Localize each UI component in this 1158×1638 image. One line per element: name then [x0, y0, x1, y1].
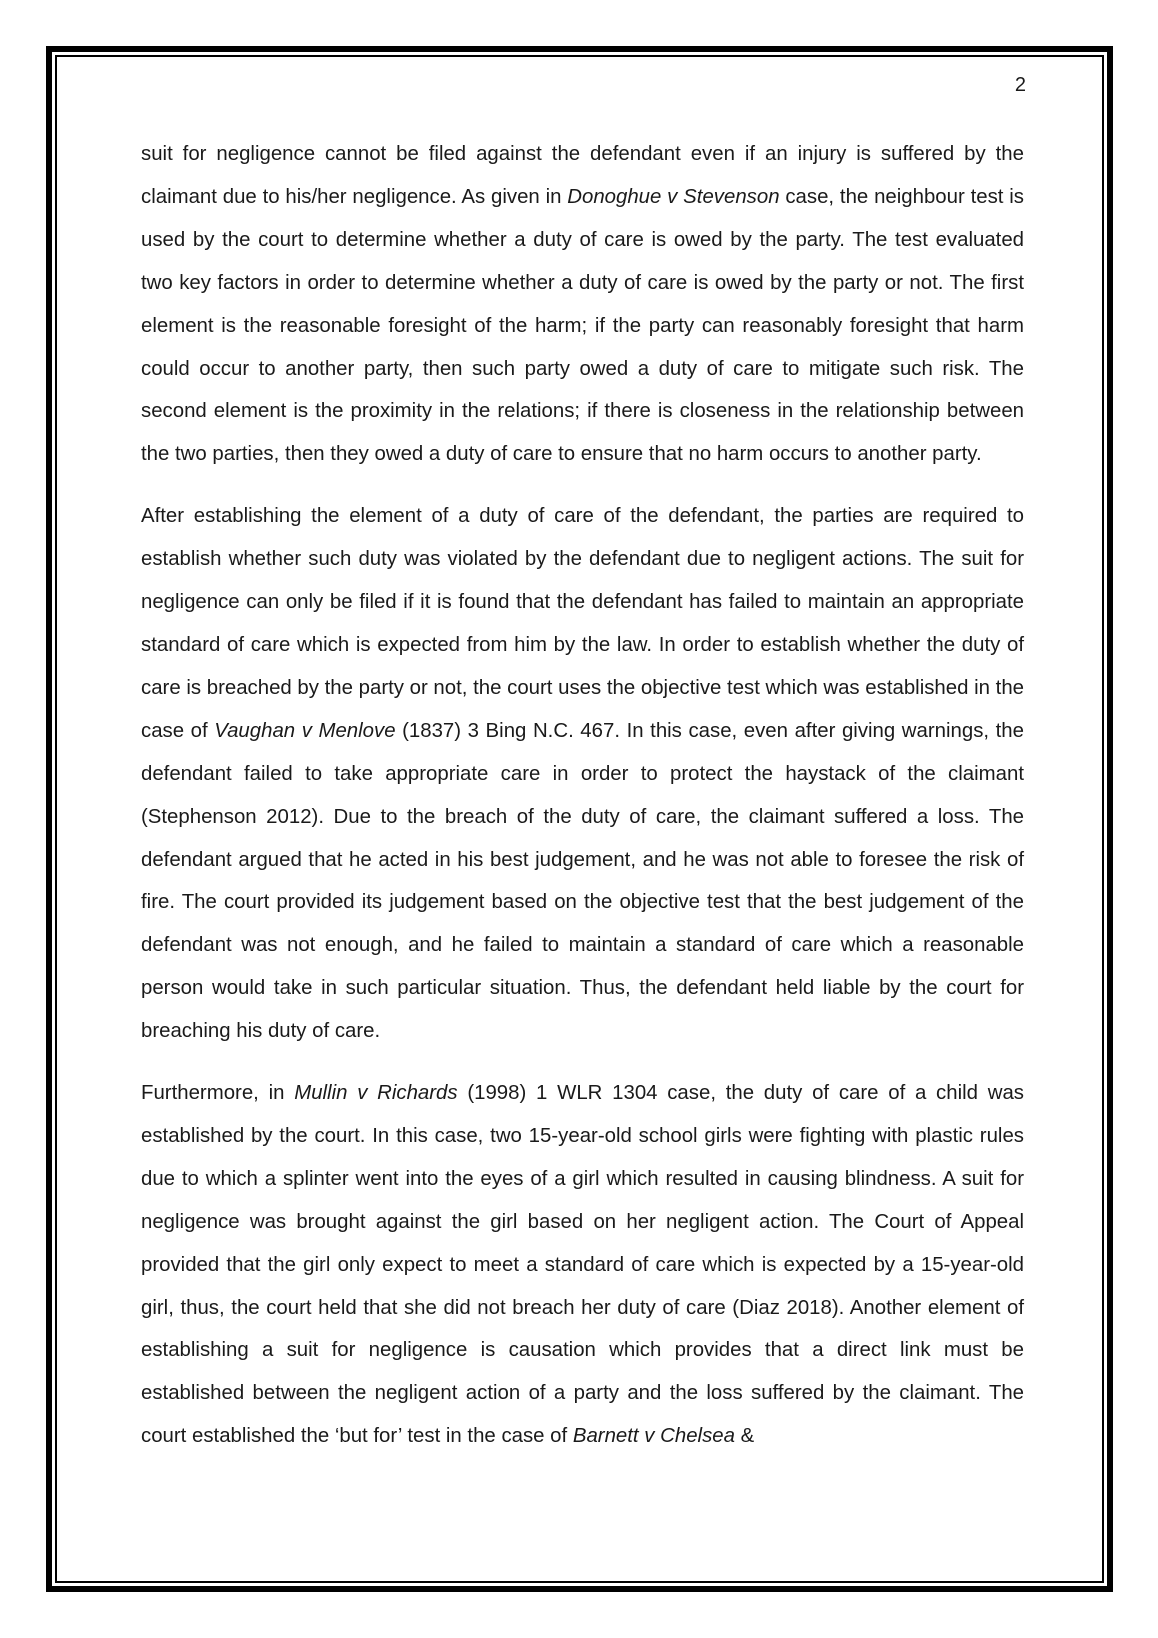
paragraph-text: (1998) 1 WLR 1304 case, the duty of care of a child was established by the court. In this case, two 15-year-old school girls were fighting with plastic rules due to which a splinter went into the eyes of a girl which resulted in causing blindness. A suit for negligence was brought against the girl based on her negligent action. The Court of Appeal provided that the girl only expect to meet a standard of care which is expected by a 15-year-old girl, thus, the court held that she did not breach her duty of care (Diaz 2018). Another element of establishing a suit for negligence is causation which provides that a direct link must be established between the negligent action of a party and the loss suffered by the claimant. The court established the ‘but for’ test in the case of [141, 1082, 1024, 1448]
paragraph-text: (1837) 3 Bing N.C. 467. In this case, even after giving warnings, the defendant failed to take appropriate care in order to protect the haystack of the claimant (Stephenson 2012). Due to the breach of the duty of care, the claimant suffered a loss. The defendant argued that he acted in his best judgement, and he was not able to foresee the risk of fire. The court provided its judgement based on the objective test that the best judgement of the defendant was not enough, and he failed to maintain a standard of care which a reasonable person would take in such particular situation. Thus, the defendant held liable by the court for breaching his duty of care. [141, 719, 1024, 1043]
page-number: 2 [1014, 74, 1026, 96]
paragraph-text: & [734, 1425, 755, 1448]
case-citation-vaughan: Vaughan v Menlove [214, 719, 396, 742]
document-body [141, 133, 1024, 1477]
case-citation-mullin: Mullin v Richards [294, 1082, 458, 1105]
case-citation-barnett: Barnett v Chelsea [572, 1425, 735, 1448]
paragraph-duty-of-care [141, 133, 1024, 476]
paragraph-breach-of-duty [141, 495, 1024, 1053]
paragraph-text: Furthermore, in [141, 1082, 295, 1105]
paragraph-child-duty-causation [141, 1072, 1024, 1458]
paragraph-text: case, the neighbour test is used by the court to determine whether a duty of care is owed by the party. The test evaluated two key factors in order to determine whether a duty of care is owed by the party or not. The first element is the reasonable foresight of the harm; if the party can reasonably foresight that harm could occur to another party, then such party owed a duty of care to mitigate such risk. The second element is the proximity in the relations; if there is closeness in the relationship between the two parties, then they owed a duty of care to ensure that no harm occurs to another party. [141, 185, 1024, 466]
paragraph-text: suit for negligence cannot be filed against the defendant even if an injury is suffered by the claimant due to his/her negligence. As given in [141, 143, 1024, 208]
case-citation-donoghue: Donoghue v Stevenson [567, 185, 780, 208]
paragraph-text: After establishing the element of a duty of care of the defendant, the parties are required to establish whether such duty was violated by the defendant due to negligent actions. The suit for negligence can only be filed if it is found that the defendant has failed to maintain an appropriate standard of care which is expected from him by the law. In order to establish whether the duty of care is breached by the party or not, the court uses the objective test which was established in the case of [141, 505, 1024, 742]
